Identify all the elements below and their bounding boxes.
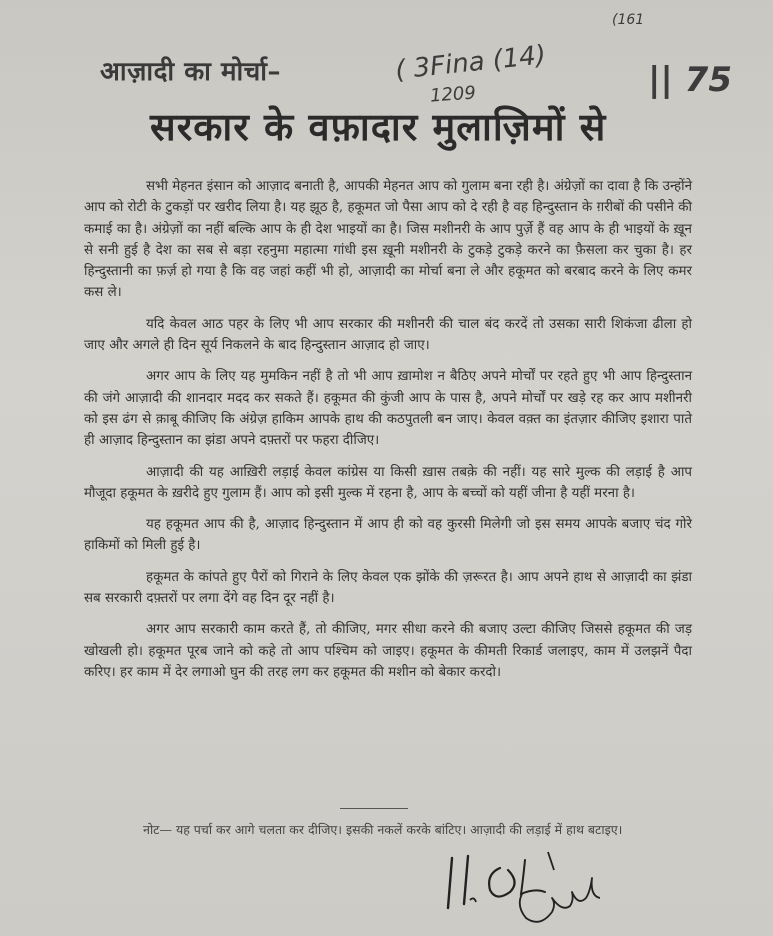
body-paragraph: अगर आप सरकारी काम करते हैं, तो कीजिए, मगर सीधा करने की बजाए उल्टा कीजिए जिससे हकूमत की जड़ खोखली हो। हकूमत पूरब जाने को कहे तो आप पश्चिम को जाइए। हकूमत के कीमती रिकार्ड जलाइए, काम में उलझनें पैदा करिए। हर काम में देर लगाओ घुन की तरह लग कर हकूमत की मशीन को बेकार करदो। [84, 622, 692, 680]
separator-line [340, 808, 408, 809]
body-paragraph: यदि केवल आठ पहर के लिए भी आप सरकार की मशीनरी की चाल बंद करदें तो उसका सारी शिकंजा ढीला हो जाए और अगले ही दिन सूर्य निकलने के बाद हिन्दुस्तान आज़ाद हो जाए। [84, 316, 692, 354]
leaflet-title: सरकार के वफ़ादार मुलाज़िमों से [150, 104, 607, 149]
leaflet-footnote: नोट— यह पर्चा कर आगे चलता कर दीजिए। इसकी नकलें करके बांटिए। आज़ादी की लड़ाई में हाथ बटाइए। [143, 822, 623, 837]
leaflet-body [84, 176, 692, 693]
body-paragraph: अगर आप के लिए यह मुमकिन नहीं है तो भी आप ख़ामोश न बैठिए अपने मोर्चों पर रहते हुए भी आप हिन्दुस्तान की जंगे आज़ादी की शानदार मदद कर सकते हैं। हकूमत की कुंजी आप के पास है, अपने मोर्चों पर खड़े रह कर आप मशीनरी को इस ढंग से क़ाबू कीजिए कि अंग्रेज़ हाकिम आपके हाथ की कठपुतली बन जाए। केवल वक़्त का इंतज़ार कीजिए इशारा पाते ही आज़ाद हिन्दुस्तान का झंडा अपने दफ़्तरों पर फहरा दीजिए। [84, 369, 692, 449]
leaflet-kicker: आज़ादी का मोर्चा– [100, 57, 281, 87]
handwritten-signature [430, 838, 600, 928]
margin-annotation-number: (161 [612, 12, 645, 28]
signature-drawing [430, 838, 600, 928]
body-paragraph: आज़ादी की यह आख़िरी लड़ाई केवल कांग्रेस या किसी ख़ास तबक़े की नहीं। यह सारे मुल्क की लड़ाई है आप मौजूदा हकूमत के ख़रीदे हुए गुलाम हैं। आप को इसी मुल्क में रहना है, आप के बच्चों को यहीं जीना है यहीं मरना है। [84, 464, 692, 501]
margin-annotation-code: 1209 [429, 82, 477, 107]
body-paragraph: हकूमत के कांपते हुए पैरों को गिराने के लिए केवल एक झोंके की ज़रूरत है। आप अपने हाथ से आज़ादी का झंडा सब सरकारी दफ़्तरों पर लगा देंगे वह दिन दूर नहीं है। [84, 569, 692, 607]
body-paragraph: सभी मेहनत इंसान को आज़ाद बनाती है, आपकी मेहनत आप को गुलाम बना रही है। अंग्रेज़ों का दावा है कि उन्होंने आप को रोटी के टुकड़ों पर खरीद लिया है। यह झूठ है, हकूमत जो पैसा आप को दे रही है वह हिन्दुस्तान के ग़रीबों की पसीने की कमाई का है। अंग्रेज़ों का नहीं बल्कि आप के ही देश भाइयों का है। जिस मशीनरी के आप पुर्ज़े हैं वह आप के ही भाइयों के ख़ून से सनी हुई है देश का सब से बड़ा रहनुमा महात्मा गांधी इस ख़ूनी मशीनरी के टुकड़े टुकड़े करने का फ़ैसला कर चुका है। हर हिन्दुस्तानी का फ़र्ज़ हो गया है कि वह जहां कहीं भी हो, आज़ादी का मोर्चा बना ले और हकूमत को बरबाद करने के लिए कमर कस ले। [84, 179, 692, 301]
margin-annotation-file-ref: ( 3Fina (14) [393, 40, 548, 86]
margin-annotation-mark: || 75 [648, 60, 732, 100]
body-paragraph: यह हकूमत आप की है, आज़ाद हिन्दुस्तान में आप ही को वह कुरसी मिलेगी जो इस समय आपके बजाए चंद गोरे हाकिमों को मिली हुई है। [84, 517, 692, 554]
